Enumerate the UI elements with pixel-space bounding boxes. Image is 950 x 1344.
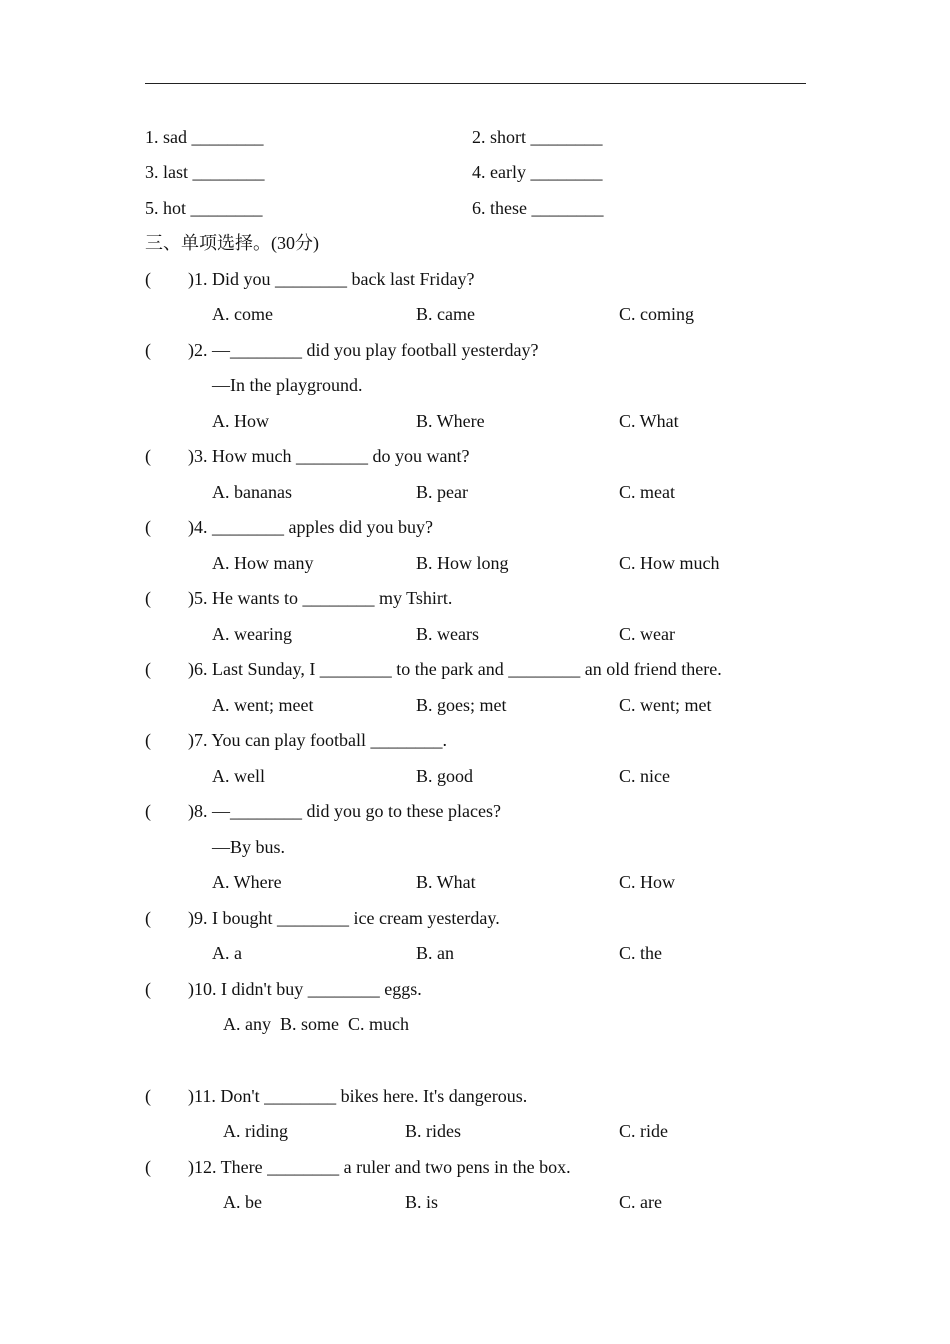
answer-paren: ( [145, 659, 151, 679]
word-item-1: 1. sad ________ [145, 127, 264, 147]
question-stem: )8. —________ did you go to these places? [188, 801, 501, 821]
word-item-5: 5. hot ________ [145, 198, 263, 218]
answer-paren: ( [145, 908, 151, 928]
dialogue-answer: —By bus. [212, 837, 286, 857]
answer-paren: ( [145, 269, 151, 289]
question-stem: )11. Don't ________ bikes here. It's dangerous. [188, 1086, 528, 1106]
option-c: C. wear [619, 624, 675, 644]
question-stem: )2. —________ did you play football yesterday? [188, 340, 539, 360]
question-stem: )6. Last Sunday, I ________ to the park and ________ an old friend there. [188, 659, 722, 679]
option-b: B. is [405, 1192, 439, 1212]
header-rule [145, 83, 806, 84]
option-c: C. went; met [619, 695, 712, 715]
option-c: C. ride [619, 1121, 668, 1141]
word-item-2: 2. short ________ [472, 127, 603, 147]
option-c: C. coming [619, 304, 694, 324]
answer-paren: ( [145, 1157, 151, 1177]
option-a: A. went; meet [212, 695, 314, 715]
option-c: C. nice [619, 766, 670, 786]
option-a: A. bananas [212, 482, 292, 502]
question-stem: )3. How much ________ do you want? [188, 446, 470, 466]
option-a: A. How [212, 411, 269, 431]
answer-paren: ( [145, 979, 151, 999]
question-stem: )1. Did you ________ back last Friday? [188, 269, 475, 289]
option-c: C. What [619, 411, 679, 431]
answer-paren: ( [145, 588, 151, 608]
option-a: A. be [223, 1192, 262, 1212]
answer-paren: ( [145, 340, 151, 360]
option-b: B. Where [416, 411, 485, 431]
option-c: C. How [619, 872, 676, 892]
word-item-3: 3. last ________ [145, 162, 265, 182]
options-inline: A. any B. some C. much [223, 1014, 409, 1034]
question-stem: )12. There ________ a ruler and two pens in the box. [188, 1157, 571, 1177]
answer-paren: ( [145, 446, 151, 466]
option-a: A. wearing [212, 624, 292, 644]
option-a: A. well [212, 766, 265, 786]
word-item-6: 6. these ________ [472, 198, 604, 218]
option-b: B. pear [416, 482, 468, 502]
answer-paren: ( [145, 517, 151, 537]
option-a: A. a [212, 943, 242, 963]
question-stem: )5. He wants to ________ my Tshirt. [188, 588, 453, 608]
option-b: B. How long [416, 553, 509, 573]
question-stem: )7. You can play football ________. [188, 730, 447, 750]
option-b: B. an [416, 943, 454, 963]
question-stem: )10. I didn't buy ________ eggs. [188, 979, 422, 999]
option-b: B. wears [416, 624, 479, 644]
option-c: C. are [619, 1192, 662, 1212]
option-b: B. goes; met [416, 695, 507, 715]
option-c: C. meat [619, 482, 675, 502]
option-a: A. Where [212, 872, 282, 892]
word-item-4: 4. early ________ [472, 162, 603, 182]
answer-paren: ( [145, 730, 151, 750]
option-b: B. good [416, 766, 474, 786]
dialogue-answer: —In the playground. [212, 375, 363, 395]
option-b: B. came [416, 304, 475, 324]
answer-paren: ( [145, 1086, 151, 1106]
question-stem: )9. I bought ________ ice cream yesterday. [188, 908, 500, 928]
question-stem: )4. ________ apples did you buy? [188, 517, 433, 537]
option-b: B. What [416, 872, 476, 892]
option-c: C. the [619, 943, 662, 963]
option-c: C. How much [619, 553, 720, 573]
option-b: B. rides [405, 1121, 461, 1141]
option-a: A. How many [212, 553, 314, 573]
option-a: A. come [212, 304, 273, 324]
option-a: A. riding [223, 1121, 288, 1141]
answer-paren: ( [145, 801, 151, 821]
section-title: 三、单项选择。(30分) [145, 233, 319, 253]
